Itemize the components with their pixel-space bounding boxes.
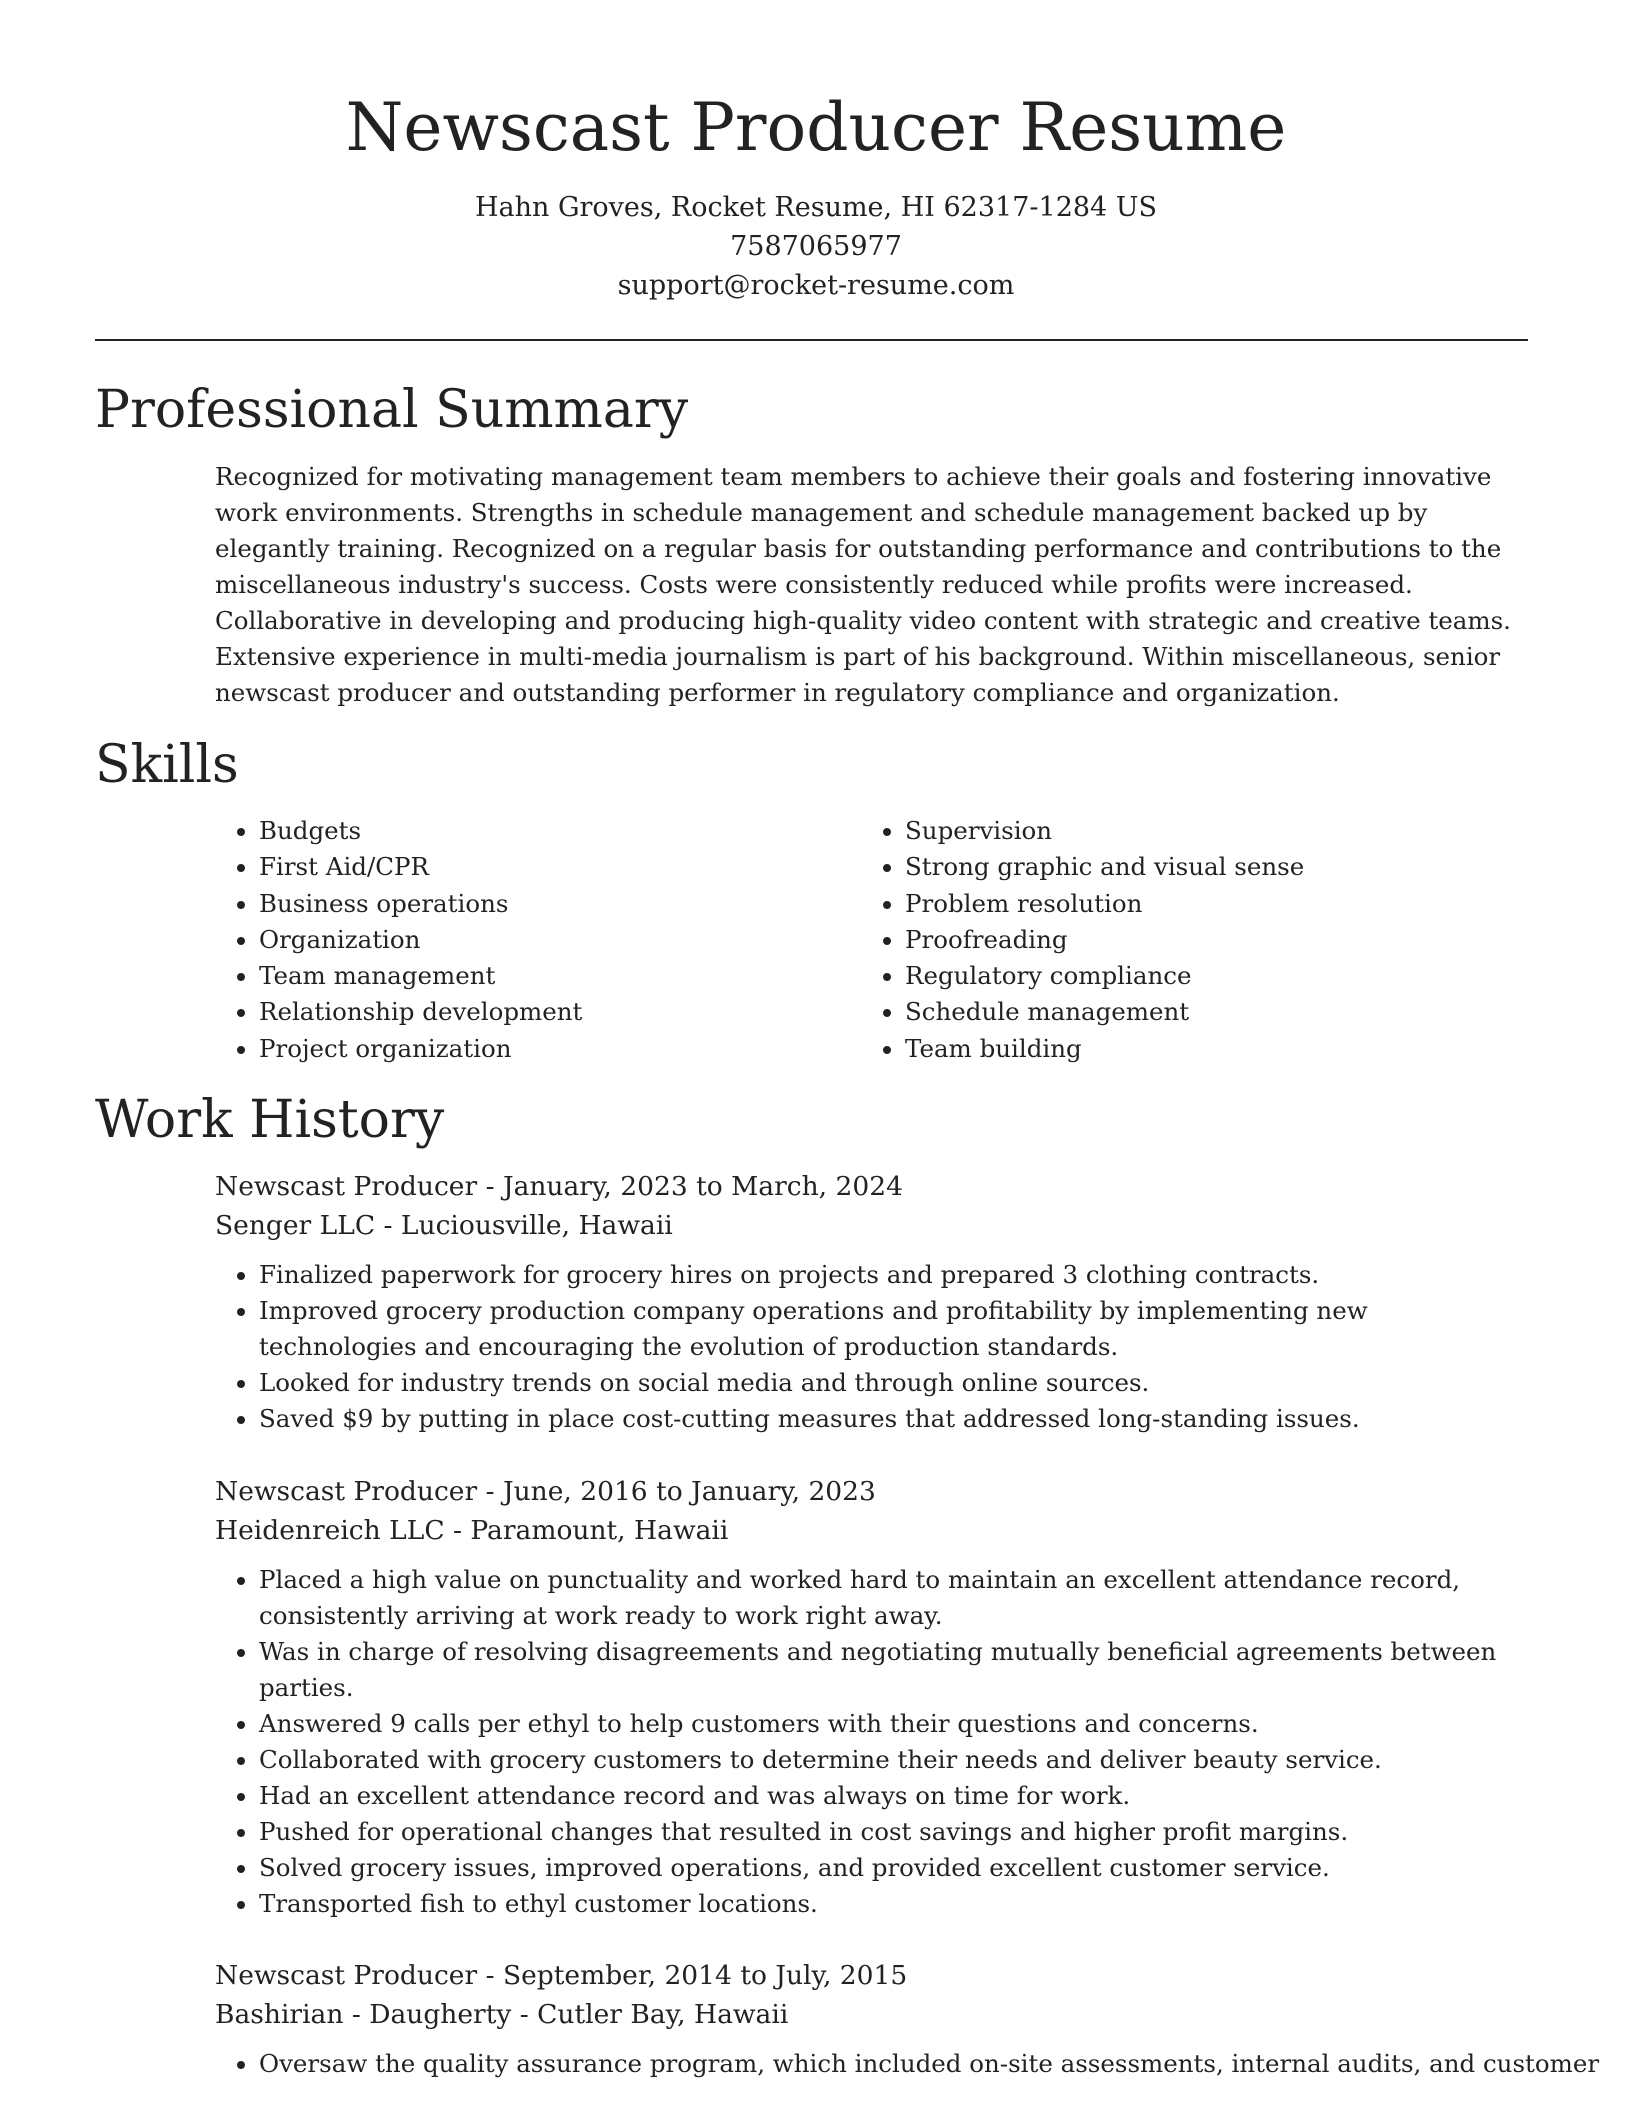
job-bullet: • Saved $9 by putting in place cost-cutting measures that addressed long-standing issues. (259, 1401, 1531, 1437)
job-bullets (215, 1257, 1531, 1437)
job-bullet: • Was in charge of resolving disagreements and negotiating mutually beneficial agreements between parties. (259, 1634, 1531, 1706)
skill-item: • Relationship development (259, 994, 861, 1030)
skill-item: • Supervision (905, 813, 1507, 849)
skill-item: • Strong graphic and visual sense (905, 849, 1507, 885)
job-bullet: • Improved grocery production company operations and profitability by implementing new technologies and encouraging the evolution of production standards. (259, 1293, 1531, 1365)
skills-column-left (215, 813, 861, 1067)
work-history-heading: Work History (95, 1090, 445, 1150)
job-bullet: • Finalized paperwork for grocery hires on projects and prepared 3 clothing contracts. (259, 1257, 1531, 1293)
job-title: Newscast Producer - September, 2014 to July, 2015 (215, 1960, 908, 1991)
job-entry (215, 1956, 1600, 2082)
job-title: Newscast Producer - January, 2023 to March, 2024 (215, 1171, 903, 1202)
skill-item: • First Aid/CPR (259, 849, 861, 885)
job-bullet: • Placed a high value on punctuality and worked hard to maintain an excellent attendance record, consistently arriving at work ready to work right away. (259, 1562, 1531, 1634)
job-entry (215, 1167, 1531, 1437)
skill-item: • Problem resolution (905, 886, 1507, 922)
skills-heading: Skills (95, 735, 239, 795)
contact-address: Hahn Groves, Rocket Resume, HI 62317-1284 US (474, 192, 1158, 223)
job-company: Senger LLC - Luciousville, Hawaii (215, 1210, 673, 1241)
summary-text: Recognized for motivating management team members to achieve their goals and fostering innovative work environments. Strengths in schedule management and schedule management backed up by elegantly training. Recognized on a regular basis for outstanding performance and contributions to the miscellaneous industry's success. Costs were consistently reduced while profits were increased. Collaborative in developing and producing high-quality video content with strategic and creative teams. Extensive experience in multi-media journalism is part of his background. Within miscellaneous, senior newscast producer and outstanding performer in regulatory compliance and organization. (215, 462, 1511, 707)
skill-item: • Proofreading (905, 922, 1507, 958)
contact-email: support@rocket-resume.com (617, 270, 1015, 301)
job-bullet: • Looked for industry trends on social media and through online sources. (259, 1365, 1531, 1401)
job-entry (215, 1472, 1531, 1922)
job-bullets (215, 1562, 1531, 1922)
contact-phone: 7587065977 (730, 231, 902, 262)
skill-item: • Regulatory compliance (905, 958, 1507, 994)
job-bullets (215, 2046, 1600, 2082)
header-divider (95, 339, 1528, 341)
skill-item: • Project organization (259, 1031, 861, 1067)
skills-list (215, 813, 1531, 1067)
job-bullet: • Answered 9 calls per ethyl to help customers with their questions and concerns. (259, 1706, 1531, 1742)
summary-heading: Professional Summary (95, 380, 689, 440)
job-bullet: • Pushed for operational changes that resulted in cost savings and higher profit margins. (259, 1814, 1531, 1850)
page-title: Newscast Producer Resume (345, 89, 1287, 166)
job-bullet: • Oversaw the quality assurance program, which included on-site assessments, internal audits, and customer (259, 2046, 1531, 2082)
job-company: Heidenreich LLC - Paramount, Hawaii (215, 1515, 729, 1546)
job-company: Bashirian - Daugherty - Cutler Bay, Hawaii (215, 1999, 789, 2030)
job-bullet: • Transported fish to ethyl customer locations. (259, 1886, 1531, 1922)
skill-item: • Organization (259, 922, 861, 958)
skill-item: • Schedule management (905, 994, 1507, 1030)
resume-header (0, 0, 1632, 305)
job-bullet: • Collaborated with grocery customers to determine their needs and deliver beauty service. (259, 1742, 1531, 1778)
skill-item: • Budgets (259, 813, 861, 849)
job-bullet: • Solved grocery issues, improved operations, and provided excellent customer service. (259, 1850, 1531, 1886)
skill-item: • Team management (259, 958, 861, 994)
skills-column-right (861, 813, 1507, 1067)
skill-item: • Business operations (259, 886, 861, 922)
job-bullet: • Had an excellent attendance record and was always on time for work. (259, 1778, 1531, 1814)
skill-item: • Team building (905, 1031, 1507, 1067)
contact-block (0, 188, 1632, 305)
job-title: Newscast Producer - June, 2016 to January, 2023 (215, 1476, 876, 1507)
